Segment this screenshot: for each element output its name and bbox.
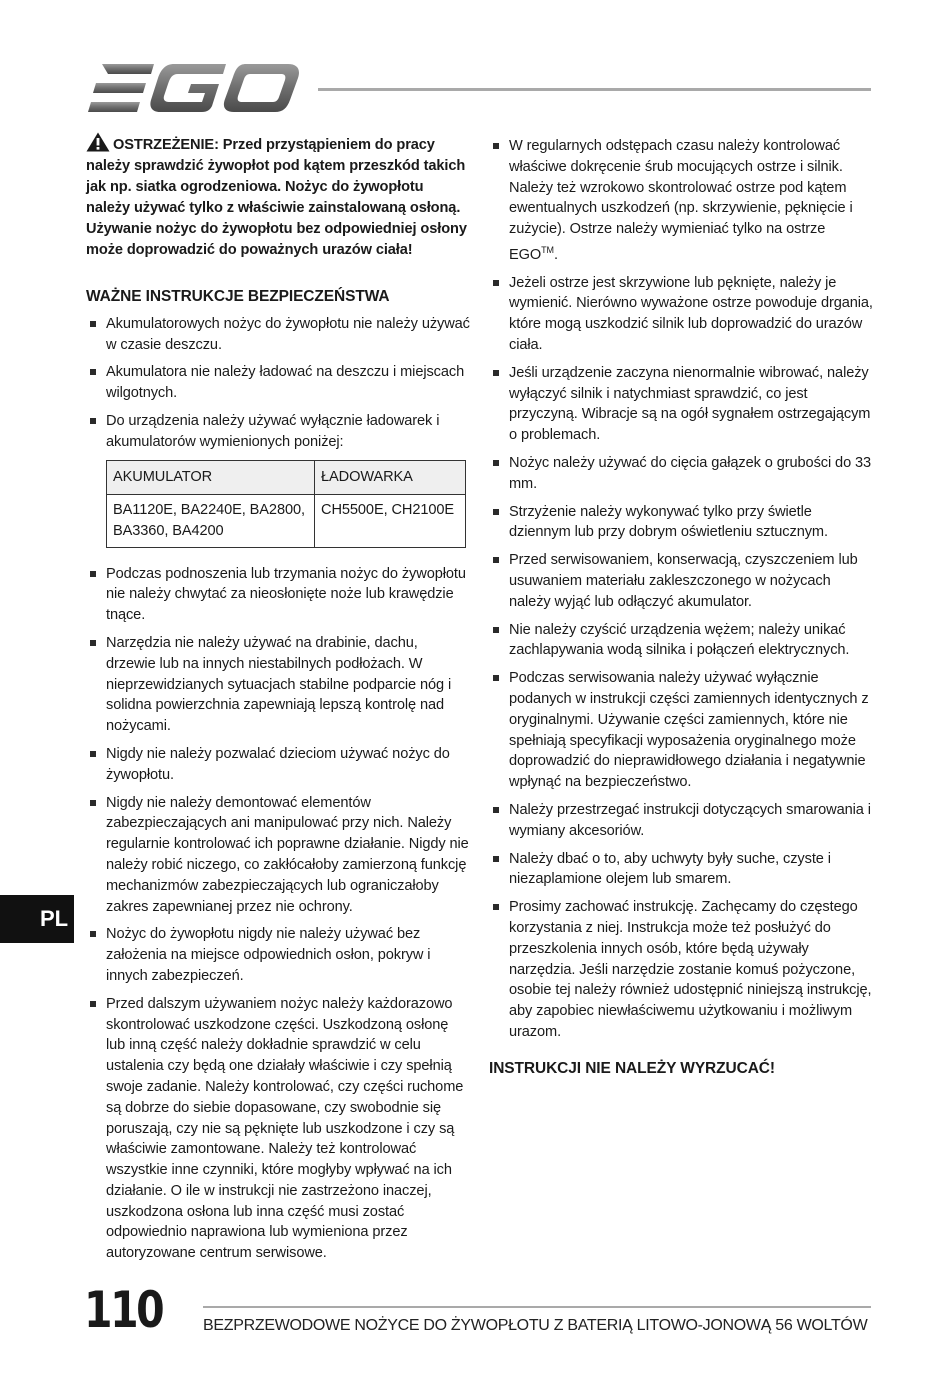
section-title: WAŻNE INSTRUKCJE BEZPIECZEŃSTWA [86,288,390,305]
list-item: Prosimy zachować instrukcję. Zachęcamy do częstego korzystania z niej. Instrukcja może też posłużyć do przeszkolenia innych osób, które będą używały narzędzia. Jeśli narzędzie zostanie komuś pożyczone, osobie tej należy również udostępnić niniejszą instrukcję, aby zapobiec niewłaściwemu użytkowaniu i możliwym urazom. [489,897,873,1043]
list-item: Nie należy czyścić urządzenia wężem; należy unikać zachlapywania wodą silnika i połączeń elektrycznych. [489,620,873,662]
list-item: Narzędzia nie należy używać na drabinie, dachu, drzewie lub na innych niestabilnych podłożach. W nieprzewidzianych sytuacjach stabilne podparcie nóg i solidna powierzchnia zapewniają lepszą kontrolę nad nożycami. [86,633,470,737]
list-item: Jeżeli ostrze jest skrzywione lub pęknięte, należy je wymienić. Nierówno wyważone ostrze powoduje drgania, które mogą uszkodzić silnik lub doprowadzić do urazów ciała. [489,273,873,356]
table-cell-batteries: BA1120E, BA2240E, BA2800, BA3360, BA4200 [107,494,315,547]
table-cell-chargers: CH5500E, CH2100E [315,494,466,547]
list-item: Nożyc do żywopłotu nigdy nie należy używać bez założenia na miejsce odpowiednich osłon, pokryw i innych zabezpieczeń. [86,924,470,986]
right-column [489,136,873,1080]
left-column [86,132,470,1271]
ego-logo [88,62,300,114]
header-rule [318,88,871,91]
language-tab: PL [0,895,74,943]
footer-title: BEZPRZEWODOWE NOŻYCE DO ŻYWOPŁOTU Z BATERIĄ LITOWO-JONOWĄ 56 WOLTÓW [203,1317,868,1334]
list-item: Podczas serwisowania należy używać wyłącznie podanych w instrukcji części zamiennych identycznych z oryginalnymi. Używanie części zamiennych, które nie spełniają specyfikacji wyposażenia oryginalnego może doprowadzić do nieprawidłowego działania i negatywnie wpłynąć na bezpieczeństwo. [489,668,873,793]
list-item-text: W regularnych odstępach czasu należy kontrolować właściwe dokręcenie śrub mocujących ostrze i silnik. Należy też wzrokowo skontrolować ostrze pod kątem ewentualnych uszkodzeń (np. skrzywienie, pęknięcie i zużycie). Ostrze należy wymieniać tylko na ostrze EGO [509,138,853,263]
list-item: Jeśli urządzenie zaczyna nienormalnie wibrować, należy wyłączyć silnik i natychmiast sprawdzić, co jest przyczyną. Wibracje są na ogół sygnałem ostrzegającym o problemach. [489,363,873,446]
list-item: Należy dbać o to, aby uchwyty były suche, czyste i niezaplamione olejem lub smarem. [489,849,873,891]
warning-label: OSTRZEŻENIE: [113,137,219,153]
page-number: 110 [84,1281,163,1339]
list-item: Należy przestrzegać instrukcji dotyczących smarowania i wymiany akcesoriów. [489,800,873,842]
list-item: Akumulatora nie należy ładować na deszczu i miejscach wilgotnych. [86,362,470,404]
bullet-list-b [86,564,470,1265]
closing-notice: INSTRUKCJI NIE NALEŻY WYRZUCAĆ! [489,1059,775,1077]
list-item-period: . [553,246,558,263]
list-item: Podczas podnoszenia lub trzymania nożyc do żywopłotu nie należy chwytać za nieosłonięte noże lub krawędzie tnące. [86,564,470,626]
list-item [489,136,873,266]
bullet-list-a [86,314,470,453]
list-item: Przed dalszym używaniem nożyc należy każdorazowo skontrolować uszkodzone części. Uszkodzoną osłonę lub inną część należy dokładnie sprawdzić w celu ustalenia czy będą one działały właściwie i czy spełnią swoje zadanie. Należy kontrolować, czy części ruchome są dobrze do siebie dopasowane, czy swobodnie się poruszają, czy nie są pęknięte lub uszkodzone i czy są właściwie zamontowane. Należy też kontrolować wszystkie inne czynniki, które mogłyby wpływać na ich działanie. O ile w instrukcji nie zastrzeżono inaczej, uszkodzona osłona lub inna część musi zostać odpowiednio naprawiona lub wymieniona przez autoryzowane centrum serwisowe. [86,994,470,1264]
list-item: Nożyc należy używać do cięcia gałązek o grubości do 33 mm. [489,453,873,495]
warning-triangle-icon [86,132,110,152]
warning-text: Przed przystąpieniem do pracy należy sprawdzić żywopłot pod kątem przeszkód takich jak np. siatka ogrodzeniowa. Nożyc do żywopłotu należy używać tylko z właściwie zainstalowaną osłoną. Używanie nożyc do żywopłotu bez odpowiedniej osłony może doprowadzić do poważnych urazów ciała! [86,137,467,258]
trademark: TM [541,244,554,255]
battery-charger-table [106,460,466,548]
bullet-list-c [489,136,873,1043]
table-row [107,494,466,547]
table-header-row [107,460,466,494]
list-item: Strzyżenie należy wykonywać tylko przy świetle dziennym lub przy dobrym oświetleniu sztucznym. [489,502,873,544]
list-item: Nigdy nie należy demontować elementów zabezpieczających ani manipulować przy nich. Należy regularnie kontrolować ich poprawne działanie. Nigdy nie należy robić niczego, co zakłócałoby zamierzoną funkcję mechanizmów zabezpieczających lub ograniczałoby zakres zapewnianej przez nie ochrony. [86,793,470,918]
list-item: Nigdy nie należy pozwalać dzieciom używać nożyc do żywopłotu. [86,744,470,786]
warning-block [86,132,470,261]
table-header-battery: AKUMULATOR [107,460,315,494]
list-item: Przed serwisowaniem, konserwacją, czyszczeniem lub usuwaniem materiału zakleszczonego w nożycach należy wyjąć lub odłączyć akumulator. [489,550,873,612]
footer-rule [203,1306,871,1308]
list-item: Do urządzenia należy używać wyłącznie ładowarek i akumulatorów wymienionych poniżej: [86,411,470,453]
table-header-charger: ŁADOWARKA [315,460,466,494]
list-item: Akumulatorowych nożyc do żywopłotu nie należy używać w czasie deszczu. [86,314,470,356]
